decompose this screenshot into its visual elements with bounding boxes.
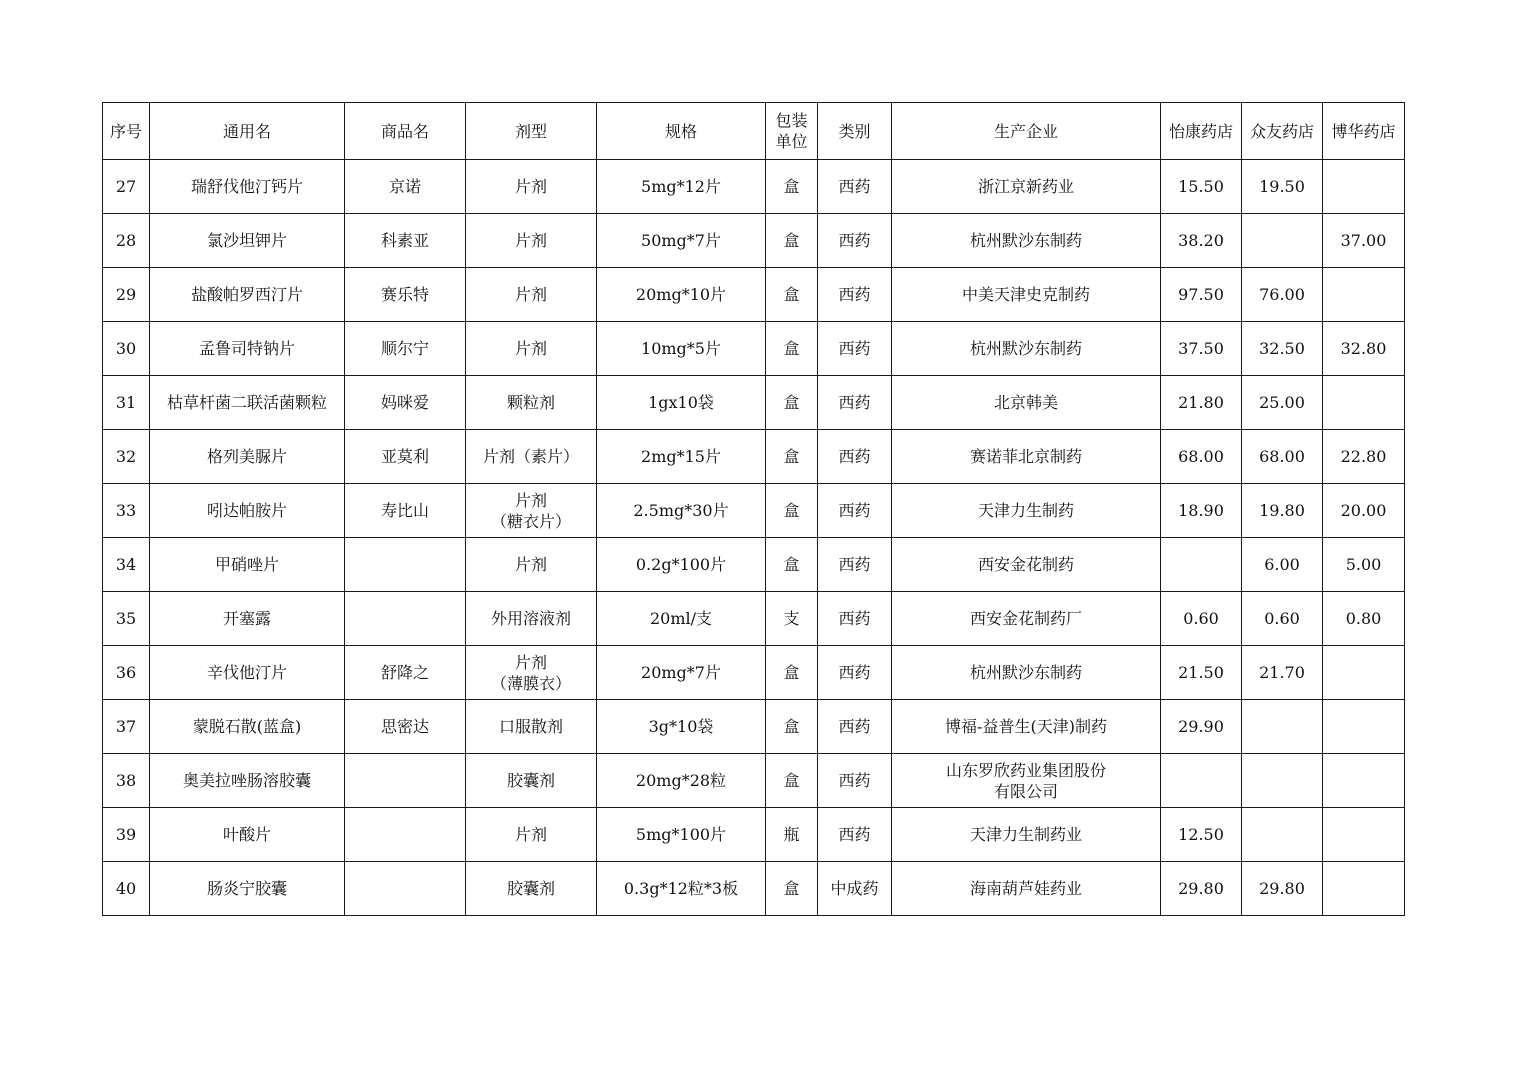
cell-price-yikang: 15.50: [1161, 160, 1242, 214]
cell-price-bohua: [1323, 700, 1405, 754]
cell-price-zhongyou: 19.80: [1242, 484, 1323, 538]
header-row: [103, 103, 1405, 160]
table-row: [103, 484, 1405, 538]
cell-price-zhongyou: 19.50: [1242, 160, 1323, 214]
cell-index: 28: [103, 214, 150, 268]
cell-manufacturer: 天津力生制药: [892, 484, 1161, 538]
cell-generic-name: 吲达帕胺片: [150, 484, 345, 538]
cell-manufacturer: 杭州默沙东制药: [892, 214, 1161, 268]
cell-price-bohua: [1323, 808, 1405, 862]
cell-generic-name: 格列美脲片: [150, 430, 345, 484]
cell-category: 西药: [818, 484, 892, 538]
header-pharmacy-zhongyou: 众友药店: [1242, 103, 1323, 160]
cell-dosage-form: 口服散剂: [466, 700, 597, 754]
cell-category: 西药: [818, 160, 892, 214]
header-dosage-form: 剂型: [466, 103, 597, 160]
cell-brand-name: [345, 862, 466, 916]
cell-specification: 20mg*7片: [597, 646, 766, 700]
cell-price-yikang: 29.90: [1161, 700, 1242, 754]
table-row: [103, 592, 1405, 646]
cell-category: 西药: [818, 754, 892, 808]
header-pharmacy-bohua: 博华药店: [1323, 103, 1405, 160]
cell-category: 西药: [818, 592, 892, 646]
cell-brand-name: 亚莫利: [345, 430, 466, 484]
cell-specification: 0.2g*100片: [597, 538, 766, 592]
cell-manufacturer: 海南葫芦娃药业: [892, 862, 1161, 916]
cell-generic-name: 盐酸帕罗西汀片: [150, 268, 345, 322]
cell-price-yikang: 18.90: [1161, 484, 1242, 538]
cell-category: 西药: [818, 646, 892, 700]
cell-package-unit: 盒: [766, 700, 818, 754]
cell-package-unit: 盒: [766, 376, 818, 430]
table-header: [103, 103, 1405, 160]
table-body: [103, 160, 1405, 916]
cell-specification: 2mg*15片: [597, 430, 766, 484]
table-row: [103, 862, 1405, 916]
header-brand-name: 商品名: [345, 103, 466, 160]
cell-manufacturer: 杭州默沙东制药: [892, 322, 1161, 376]
cell-price-zhongyou: [1242, 700, 1323, 754]
cell-price-yikang: 21.50: [1161, 646, 1242, 700]
cell-index: 33: [103, 484, 150, 538]
table-row: [103, 538, 1405, 592]
cell-price-bohua: [1323, 646, 1405, 700]
cell-specification: 20mg*10片: [597, 268, 766, 322]
cell-price-zhongyou: 25.00: [1242, 376, 1323, 430]
header-manufacturer: 生产企业: [892, 103, 1161, 160]
cell-generic-name: 叶酸片: [150, 808, 345, 862]
cell-index: 27: [103, 160, 150, 214]
cell-index: 31: [103, 376, 150, 430]
cell-dosage-form: 片剂: [466, 160, 597, 214]
cell-price-yikang: 68.00: [1161, 430, 1242, 484]
cell-price-zhongyou: 0.60: [1242, 592, 1323, 646]
cell-package-unit: 盒: [766, 322, 818, 376]
cell-manufacturer: 北京韩美: [892, 376, 1161, 430]
header-pharmacy-yikang: 怡康药店: [1161, 103, 1242, 160]
cell-index: 34: [103, 538, 150, 592]
cell-dosage-form: 颗粒剂: [466, 376, 597, 430]
cell-brand-name: [345, 538, 466, 592]
cell-manufacturer: 浙江京新药业: [892, 160, 1161, 214]
cell-price-yikang: [1161, 538, 1242, 592]
cell-index: 37: [103, 700, 150, 754]
cell-package-unit: 瓶: [766, 808, 818, 862]
cell-manufacturer: 山东罗欣药业集团股份 有限公司: [892, 754, 1161, 808]
cell-specification: 20mg*28粒: [597, 754, 766, 808]
cell-dosage-form: 片剂: [466, 808, 597, 862]
cell-manufacturer: 博福-益普生(天津)制药: [892, 700, 1161, 754]
cell-generic-name: 枯草杆菌二联活菌颗粒: [150, 376, 345, 430]
table-row: [103, 160, 1405, 214]
cell-generic-name: 甲硝唑片: [150, 538, 345, 592]
table-row: [103, 700, 1405, 754]
cell-price-yikang: 21.80: [1161, 376, 1242, 430]
cell-price-yikang: 97.50: [1161, 268, 1242, 322]
cell-brand-name: 京诺: [345, 160, 466, 214]
table-row: [103, 376, 1405, 430]
cell-dosage-form: 片剂（素片）: [466, 430, 597, 484]
cell-brand-name: 妈咪爱: [345, 376, 466, 430]
cell-index: 36: [103, 646, 150, 700]
cell-price-bohua: [1323, 268, 1405, 322]
cell-specification: 20ml/支: [597, 592, 766, 646]
cell-manufacturer: 杭州默沙东制药: [892, 646, 1161, 700]
cell-package-unit: 盒: [766, 484, 818, 538]
cell-category: 西药: [818, 322, 892, 376]
cell-brand-name: 舒降之: [345, 646, 466, 700]
cell-index: 35: [103, 592, 150, 646]
cell-brand-name: [345, 592, 466, 646]
cell-brand-name: 科素亚: [345, 214, 466, 268]
cell-category: 中成药: [818, 862, 892, 916]
cell-generic-name: 瑞舒伐他汀钙片: [150, 160, 345, 214]
cell-price-bohua: 5.00: [1323, 538, 1405, 592]
cell-package-unit: 盒: [766, 862, 818, 916]
cell-price-zhongyou: 68.00: [1242, 430, 1323, 484]
cell-dosage-form: 片剂: [466, 538, 597, 592]
cell-price-bohua: [1323, 160, 1405, 214]
cell-index: 38: [103, 754, 150, 808]
cell-dosage-form: 片剂: [466, 322, 597, 376]
cell-price-yikang: 29.80: [1161, 862, 1242, 916]
cell-price-yikang: 37.50: [1161, 322, 1242, 376]
drug-price-table: [102, 102, 1405, 916]
cell-package-unit: 盒: [766, 538, 818, 592]
cell-index: 40: [103, 862, 150, 916]
cell-category: 西药: [818, 268, 892, 322]
table-row: [103, 430, 1405, 484]
header-specification: 规格: [597, 103, 766, 160]
cell-generic-name: 蒙脱石散(蓝盒): [150, 700, 345, 754]
cell-price-bohua: [1323, 862, 1405, 916]
cell-specification: 10mg*5片: [597, 322, 766, 376]
header-category: 类别: [818, 103, 892, 160]
cell-index: 39: [103, 808, 150, 862]
cell-package-unit: 盒: [766, 430, 818, 484]
cell-specification: 0.3g*12粒*3板: [597, 862, 766, 916]
cell-price-zhongyou: [1242, 754, 1323, 808]
cell-price-yikang: 0.60: [1161, 592, 1242, 646]
cell-brand-name: [345, 754, 466, 808]
cell-generic-name: 孟鲁司特钠片: [150, 322, 345, 376]
cell-brand-name: 寿比山: [345, 484, 466, 538]
cell-category: 西药: [818, 376, 892, 430]
cell-price-zhongyou: 32.50: [1242, 322, 1323, 376]
cell-price-zhongyou: 29.80: [1242, 862, 1323, 916]
cell-specification: 2.5mg*30片: [597, 484, 766, 538]
cell-generic-name: 开塞露: [150, 592, 345, 646]
header-generic-name: 通用名: [150, 103, 345, 160]
cell-price-zhongyou: [1242, 214, 1323, 268]
cell-manufacturer: 中美天津史克制药: [892, 268, 1161, 322]
cell-generic-name: 辛伐他汀片: [150, 646, 345, 700]
cell-price-bohua: 37.00: [1323, 214, 1405, 268]
cell-package-unit: 盒: [766, 268, 818, 322]
table-row: [103, 322, 1405, 376]
cell-package-unit: 盒: [766, 754, 818, 808]
cell-price-zhongyou: [1242, 808, 1323, 862]
cell-brand-name: [345, 808, 466, 862]
cell-package-unit: 盒: [766, 646, 818, 700]
header-index: 序号: [103, 103, 150, 160]
table-row: [103, 268, 1405, 322]
cell-manufacturer: 天津力生制药业: [892, 808, 1161, 862]
cell-price-bohua: 32.80: [1323, 322, 1405, 376]
cell-index: 32: [103, 430, 150, 484]
cell-package-unit: 盒: [766, 214, 818, 268]
cell-price-yikang: 12.50: [1161, 808, 1242, 862]
table-row: [103, 214, 1405, 268]
cell-dosage-form: 胶囊剂: [466, 754, 597, 808]
cell-specification: 5mg*12片: [597, 160, 766, 214]
cell-specification: 50mg*7片: [597, 214, 766, 268]
table-row: [103, 754, 1405, 808]
cell-index: 30: [103, 322, 150, 376]
cell-package-unit: 支: [766, 592, 818, 646]
cell-brand-name: 顺尔宁: [345, 322, 466, 376]
cell-manufacturer: 赛诺菲北京制药: [892, 430, 1161, 484]
cell-price-yikang: [1161, 754, 1242, 808]
cell-price-bohua: [1323, 754, 1405, 808]
cell-price-zhongyou: 21.70: [1242, 646, 1323, 700]
cell-specification: 5mg*100片: [597, 808, 766, 862]
cell-specification: 1gx10袋: [597, 376, 766, 430]
cell-generic-name: 氯沙坦钾片: [150, 214, 345, 268]
cell-specification: 3g*10袋: [597, 700, 766, 754]
cell-index: 29: [103, 268, 150, 322]
cell-category: 西药: [818, 214, 892, 268]
cell-price-bohua: 22.80: [1323, 430, 1405, 484]
cell-generic-name: 奥美拉唑肠溶胶囊: [150, 754, 345, 808]
cell-generic-name: 肠炎宁胶囊: [150, 862, 345, 916]
cell-price-bohua: [1323, 376, 1405, 430]
cell-price-bohua: 0.80: [1323, 592, 1405, 646]
cell-category: 西药: [818, 808, 892, 862]
cell-price-bohua: 20.00: [1323, 484, 1405, 538]
cell-category: 西药: [818, 430, 892, 484]
cell-dosage-form: 外用溶液剂: [466, 592, 597, 646]
cell-category: 西药: [818, 700, 892, 754]
cell-price-yikang: 38.20: [1161, 214, 1242, 268]
cell-package-unit: 盒: [766, 160, 818, 214]
header-package-unit: 包装 单位: [766, 103, 818, 160]
cell-dosage-form: 片剂: [466, 214, 597, 268]
cell-category: 西药: [818, 538, 892, 592]
cell-price-zhongyou: 76.00: [1242, 268, 1323, 322]
cell-dosage-form: 片剂 （薄膜衣）: [466, 646, 597, 700]
table-row: [103, 808, 1405, 862]
cell-price-zhongyou: 6.00: [1242, 538, 1323, 592]
cell-manufacturer: 西安金花制药厂: [892, 592, 1161, 646]
table-row: [103, 646, 1405, 700]
cell-brand-name: 赛乐特: [345, 268, 466, 322]
cell-dosage-form: 片剂 （糖衣片）: [466, 484, 597, 538]
cell-manufacturer: 西安金花制药: [892, 538, 1161, 592]
cell-dosage-form: 胶囊剂: [466, 862, 597, 916]
cell-dosage-form: 片剂: [466, 268, 597, 322]
cell-brand-name: 思密达: [345, 700, 466, 754]
